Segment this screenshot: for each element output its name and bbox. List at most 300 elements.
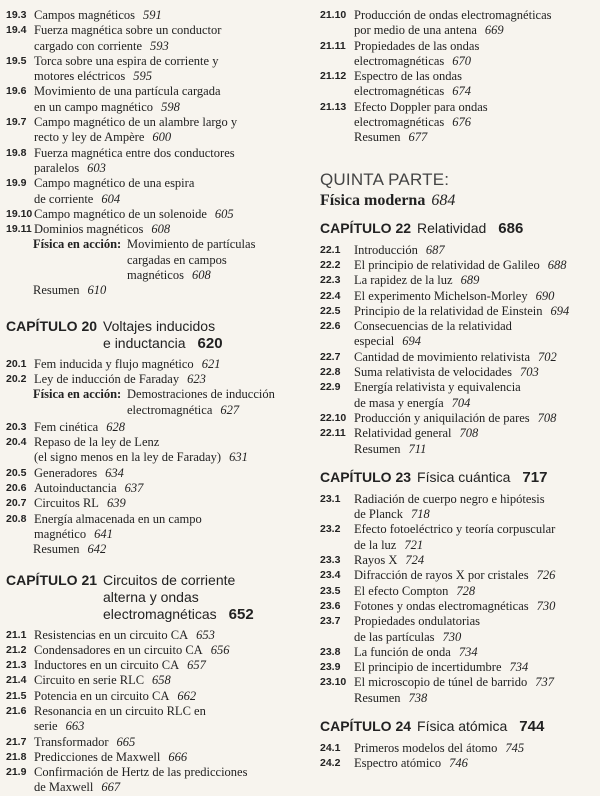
section-title-line: [34, 496, 298, 511]
page-number: 745: [505, 740, 525, 755]
toc-entry[interactable]: [320, 675, 596, 690]
toc-entry[interactable]: [320, 756, 596, 771]
resumen-label: Resumen: [354, 441, 401, 456]
toc-entry[interactable]: [6, 435, 298, 466]
section-title-line: [34, 146, 298, 161]
section-title: [320, 100, 596, 131]
chapter-heading: [6, 572, 298, 623]
section-number: 22.1: [320, 243, 341, 256]
section-title-line: [354, 380, 596, 395]
part-subtitle: [320, 192, 596, 210]
section-title-line: [34, 115, 298, 130]
section-number: 23.8: [320, 645, 341, 658]
section-title-line: [34, 69, 298, 84]
page-number: 687: [425, 242, 445, 257]
section-title: [320, 8, 596, 39]
section-title: [320, 492, 596, 523]
section-title-line: [354, 675, 596, 690]
page-number: 746: [449, 756, 468, 771]
section-title-text: motores eléctricos: [34, 69, 126, 84]
section-title-text: Confirmación de Hertz de las predicciones: [34, 765, 248, 780]
section-title-line: [34, 658, 298, 673]
resumen-label: Resumen: [33, 542, 80, 557]
section-number: 20.5: [6, 466, 27, 479]
section-title-text: de Planck: [354, 507, 403, 522]
section-title: [6, 176, 298, 207]
section-title: [320, 258, 596, 273]
fisica-text: Movimiento de partículas: [127, 237, 256, 252]
toc-entry[interactable]: [6, 357, 298, 372]
section-title-line: [34, 628, 298, 643]
resumen-entry[interactable]: [6, 283, 298, 298]
toc-entry[interactable]: [320, 100, 596, 131]
page-number: 738: [408, 690, 428, 705]
section-title: [6, 643, 298, 658]
section-number: 23.6: [320, 599, 341, 612]
page-number: 702: [538, 349, 557, 364]
section-title: [6, 658, 298, 673]
section-number: 19.10: [6, 207, 33, 220]
section-title-text: La función de onda: [354, 644, 451, 659]
fisica-en-accion[interactable]: [6, 387, 298, 418]
section-number: 20.3: [6, 420, 27, 433]
section-number: 20.2: [6, 372, 27, 385]
fisica-line: [127, 237, 298, 252]
section-number: 23.5: [320, 584, 341, 597]
section-title-line: [34, 100, 298, 115]
section-title: [320, 319, 596, 350]
section-title-line: [34, 357, 298, 372]
section-title-text: Campo magnético de un alambre largo y: [34, 115, 238, 130]
section-title-text: recto y ley de Ampère: [34, 130, 145, 145]
page-number: 600: [152, 130, 172, 145]
page-number: 627: [220, 402, 240, 417]
section-title: [6, 750, 298, 765]
section-number: 19.7: [6, 116, 27, 129]
chapter-page: 652: [228, 605, 254, 623]
chapter-heading: [320, 718, 596, 735]
section-number: 23.4: [320, 569, 341, 582]
chapter-heading: [6, 318, 298, 352]
section-title: [6, 8, 298, 23]
section-title-text: Movimiento de una partícula cargada: [34, 84, 221, 99]
section-title-line: [354, 756, 596, 771]
toc-entry[interactable]: [320, 553, 596, 568]
section-number: 22.9: [320, 381, 341, 394]
page-number: 631: [229, 450, 248, 465]
section-title-line: [34, 450, 298, 465]
toc-entry[interactable]: [320, 8, 596, 39]
fisica-line: [127, 403, 298, 418]
section-title: [6, 54, 298, 85]
section-title-text: Efecto Doppler para ondas: [354, 99, 488, 114]
section-number: 21.5: [6, 689, 27, 702]
section-title: [320, 365, 596, 380]
spacer: [320, 146, 596, 170]
toc-entry[interactable]: [320, 426, 596, 441]
section-title-text: Rayos X: [354, 553, 398, 568]
chapter-label: CAPÍTULO 22: [320, 219, 412, 236]
section-title: [6, 765, 298, 796]
page-number: 608: [191, 268, 211, 283]
section-title: [320, 69, 596, 100]
toc-entry[interactable]: [320, 289, 596, 304]
chapter-title-text: electromagnéticas: [103, 605, 217, 622]
toc-entry[interactable]: [320, 365, 596, 380]
toc-entry[interactable]: [6, 512, 298, 543]
section-title-line: [354, 553, 596, 568]
section-title-text: Propiedades ondulatorias: [354, 614, 481, 629]
fisica-label: Física en acción:: [33, 387, 122, 402]
section-title-text: especial: [354, 334, 395, 349]
page-number: 674: [452, 84, 471, 99]
section-number: 23.10: [320, 676, 347, 689]
chapter-title: [417, 469, 547, 486]
chapter-title-text: e inductancia: [103, 334, 186, 351]
toc-entry[interactable]: [6, 704, 298, 735]
section-title-text: Predicciones de Maxwell: [34, 749, 161, 764]
section-title-text: serie: [34, 719, 58, 734]
section-number: 23.1: [320, 492, 341, 505]
section-title-text: Potencia en un circuito CA: [34, 688, 170, 703]
chapter-title-line: [417, 718, 544, 735]
toc-entry[interactable]: [320, 568, 596, 583]
toc-entry[interactable]: [6, 23, 298, 54]
section-title-text: electromagnéticas: [354, 84, 445, 99]
toc-entry[interactable]: [6, 84, 298, 115]
page-number: 637: [124, 481, 144, 496]
section-title-text: La rapidez de la luz: [354, 273, 453, 288]
section-title-text: Inductores en un circuito CA: [34, 658, 180, 673]
section-title: [320, 675, 596, 690]
section-title-line: [34, 435, 298, 450]
section-number: 23.7: [320, 615, 341, 628]
section-title: [6, 420, 298, 435]
section-title: [6, 628, 298, 643]
page-number: 676: [452, 115, 471, 130]
section-title: [320, 660, 596, 675]
section-title-text: Producción de ondas electromagnéticas: [354, 8, 552, 22]
toc-entry[interactable]: [6, 628, 298, 643]
toc-entry[interactable]: [320, 741, 596, 756]
chapter-title: [103, 318, 223, 352]
section-title-line: [354, 289, 596, 304]
section-title: [320, 304, 596, 319]
page-number: 641: [94, 526, 113, 541]
toc-entry[interactable]: [320, 304, 596, 319]
page-number: 656: [210, 642, 230, 657]
page-number: 688: [547, 257, 567, 272]
page-number: 726: [536, 568, 556, 583]
chapter-title-text: alterna y ondas: [103, 588, 199, 605]
section-title-text: Fuerza magnética sobre un conductor: [34, 23, 222, 38]
chapter-title: [417, 220, 523, 237]
toc-entry[interactable]: [6, 643, 298, 658]
toc-entry[interactable]: [6, 207, 298, 222]
page-number: 595: [133, 69, 153, 84]
section-number: 21.13: [320, 100, 347, 113]
left-column: [6, 8, 298, 796]
page-number: 665: [116, 734, 136, 749]
resumen-entry[interactable]: [320, 691, 596, 706]
section-title-line: [354, 350, 596, 365]
toc-entry[interactable]: [6, 420, 298, 435]
page-number: 663: [65, 719, 85, 734]
section-title-text: Efecto fotoeléctrico y teoría corpuscular: [354, 522, 556, 537]
section-number: 22.8: [320, 366, 341, 379]
section-title: [320, 741, 596, 756]
section-number: 20.4: [6, 436, 27, 449]
fisica-line: [127, 253, 298, 268]
toc-entry[interactable]: [320, 350, 596, 365]
section-number: 21.6: [6, 704, 27, 717]
chapter-label: CAPÍTULO 23: [320, 468, 412, 485]
toc-entry[interactable]: [6, 146, 298, 177]
page-number: 653: [196, 627, 215, 642]
section-number: 21.1: [6, 628, 27, 641]
chapter-label: CAPÍTULO 20: [6, 317, 98, 334]
section-title: [6, 735, 298, 750]
toc-entry[interactable]: [6, 673, 298, 688]
section-title-text: Espectro de las ondas: [354, 69, 462, 84]
section-title-line: [354, 614, 596, 629]
toc-entry[interactable]: [320, 243, 596, 258]
page-number: 605: [214, 206, 234, 221]
page-number: 593: [150, 38, 169, 53]
toc-entry[interactable]: [6, 8, 298, 23]
section-title-line: [34, 39, 298, 54]
section-title-line: [34, 512, 298, 527]
section-title: [320, 553, 596, 568]
chapter-title-line: [417, 469, 547, 486]
toc-entry[interactable]: [320, 599, 596, 614]
toc-entry[interactable]: [320, 614, 596, 645]
toc-entry[interactable]: [320, 411, 596, 426]
resumen-entry[interactable]: [320, 130, 596, 145]
section-number: 21.3: [6, 659, 27, 672]
section-title-text: El principio de relatividad de Galileo: [354, 257, 540, 272]
page-number: 657: [187, 658, 206, 673]
spacer: [320, 706, 596, 718]
section-title: [6, 466, 298, 481]
section-title-line: [354, 100, 596, 115]
page-number: 694: [402, 334, 422, 349]
fisica-label: Física en acción:: [33, 237, 122, 252]
section-title: [6, 115, 298, 146]
toc-entry[interactable]: [6, 496, 298, 511]
section-title-text: Relatividad general: [354, 426, 452, 441]
section-title-text: Primeros modelos del átomo: [354, 740, 498, 755]
section-number: 19.4: [6, 24, 27, 37]
page-number: 677: [408, 130, 428, 145]
section-number: 21.7: [6, 735, 27, 748]
section-title-line: [354, 584, 596, 599]
section-number: 21.10: [320, 9, 347, 21]
section-title: [6, 481, 298, 496]
section-title-line: [354, 8, 596, 23]
spacer: [6, 299, 298, 318]
section-title: [320, 522, 596, 553]
chapter-title-line: [103, 572, 254, 589]
toc-entry[interactable]: [320, 319, 596, 350]
section-title-text: Condensadores en un circuito CA: [34, 642, 203, 657]
page-number: 666: [168, 749, 188, 764]
section-number: 24.1: [320, 741, 341, 754]
toc-entry[interactable]: [6, 658, 298, 673]
section-title-line: [354, 258, 596, 273]
toc-entry[interactable]: [320, 522, 596, 553]
section-title-line: [354, 115, 596, 130]
section-title-line: [354, 411, 596, 426]
toc-entry[interactable]: [320, 645, 596, 660]
section-number: 22.10: [320, 411, 347, 424]
section-title-line: [34, 643, 298, 658]
section-number: 19.8: [6, 146, 27, 159]
toc-entry[interactable]: [6, 466, 298, 481]
section-title-line: [354, 741, 596, 756]
page-number: 708: [537, 410, 557, 425]
section-title-line: [34, 750, 298, 765]
chapter-heading: [320, 220, 596, 237]
page-number: 734: [458, 644, 478, 659]
chapter-title-line: [417, 220, 523, 237]
toc-entry[interactable]: [6, 735, 298, 750]
section-title-line: [354, 426, 596, 441]
section-title-text: El microscopio de túnel de barrido: [354, 675, 528, 690]
toc-entry[interactable]: [320, 380, 596, 411]
section-title: [320, 599, 596, 614]
section-number: 21.12: [320, 70, 347, 83]
section-number: 19.6: [6, 85, 27, 98]
fisica-line: [127, 268, 298, 283]
page-number: 730: [536, 598, 556, 613]
section-title-text: Campo magnético de un solenoide: [34, 206, 207, 221]
section-title: [320, 645, 596, 660]
page-number: 621: [201, 356, 221, 371]
section-number: 22.7: [320, 350, 341, 363]
section-title-text: Generadores: [34, 465, 98, 480]
section-title-text: Producción y aniquilación de pares: [354, 410, 530, 425]
chapter-title-text: Física cuántica: [417, 468, 511, 485]
section-title-text: electromagnéticas: [354, 53, 445, 68]
toc-entry[interactable]: [6, 176, 298, 207]
fisica-en-accion[interactable]: [6, 237, 298, 283]
section-title-line: [34, 8, 298, 23]
toc-entry[interactable]: [320, 273, 596, 288]
section-number: 22.11: [320, 427, 346, 440]
section-title-text: El efecto Compton: [354, 583, 449, 598]
section-title-text: Repaso de la ley de Lenz: [34, 435, 160, 450]
section-title: [6, 146, 298, 177]
spacer: [6, 558, 298, 572]
section-title-line: [354, 630, 596, 645]
resumen-entry[interactable]: [320, 442, 596, 457]
section-title: [6, 435, 298, 466]
section-title-line: [354, 319, 596, 334]
section-number: 21.11: [320, 39, 346, 52]
section-title-text: El experimento Michelson-Morley: [354, 288, 528, 303]
toc-entry[interactable]: [6, 689, 298, 704]
section-number: 21.4: [6, 674, 27, 687]
section-title: [320, 39, 596, 70]
section-title: [6, 673, 298, 688]
chapter-title-text: Relatividad: [417, 219, 487, 236]
section-title: [320, 426, 596, 441]
toc-entry[interactable]: [320, 492, 596, 523]
section-title-text: El principio de incertidumbre: [354, 660, 502, 675]
toc-entry[interactable]: [320, 584, 596, 599]
section-number: 19.3: [6, 9, 27, 21]
section-title-text: Circuitos RL: [34, 496, 99, 511]
toc-entry[interactable]: [6, 222, 298, 237]
section-number: 23.3: [320, 554, 341, 567]
page-number: 724: [405, 553, 425, 568]
toc-entry[interactable]: [6, 765, 298, 796]
section-title-text: Dominios magnéticos: [34, 222, 144, 237]
section-title-line: [354, 23, 596, 38]
section-title-text: Autoinductancia: [34, 481, 117, 496]
section-title: [320, 756, 596, 771]
chapter-title-text: Voltajes inducidos: [103, 317, 216, 334]
section-title-line: [34, 161, 298, 176]
section-number: 22.2: [320, 258, 341, 271]
toc-entry[interactable]: [320, 258, 596, 273]
section-title-text: Suma relativista de velocidades: [354, 365, 512, 380]
section-title-text: Cantidad de movimiento relativista: [354, 349, 531, 364]
toc-entry[interactable]: [6, 115, 298, 146]
toc-entry[interactable]: [6, 372, 298, 387]
section-title-text: Fem inducida y flujo magnético: [34, 356, 194, 371]
toc-entry[interactable]: [320, 39, 596, 70]
section-number: 23.9: [320, 661, 341, 674]
section-title-line: [34, 689, 298, 704]
page-number: 737: [535, 675, 554, 690]
toc-entry[interactable]: [320, 69, 596, 100]
chapter-page: 717: [522, 468, 548, 486]
resumen-label: Resumen: [354, 690, 401, 705]
page-number: 623: [187, 371, 206, 386]
page-number: 634: [105, 465, 124, 480]
spacer: [320, 210, 596, 220]
chapter-title: [103, 572, 254, 623]
page-number: 604: [101, 191, 121, 206]
section-number: 19.9: [6, 177, 27, 190]
section-title-text: cargado con corriente: [34, 38, 143, 53]
section-title: [320, 380, 596, 411]
section-title-line: [354, 538, 596, 553]
section-title-text: Consecuencias de la relatividad: [354, 319, 512, 334]
page-number: 734: [509, 660, 529, 675]
toc-entry[interactable]: [6, 750, 298, 765]
page-number: 669: [484, 23, 504, 38]
page-number: 728: [456, 583, 476, 598]
chapter-label: CAPÍTULO 24: [320, 717, 412, 734]
fisica-text: magnéticos: [127, 268, 184, 283]
section-title-text: Campos magnéticos: [34, 8, 136, 22]
resumen-entry[interactable]: [6, 542, 298, 557]
toc-entry[interactable]: [6, 481, 298, 496]
section-title-text: Energía almacenada en un campo: [34, 511, 202, 526]
section-title-line: [354, 69, 596, 84]
toc-entry[interactable]: [320, 660, 596, 675]
chapter-title-line: [103, 589, 254, 606]
section-number: 19.5: [6, 54, 27, 67]
section-title-text: Campo magnético de una espira: [34, 176, 195, 191]
section-title-line: [354, 492, 596, 507]
fisica-text: electromagnética: [127, 402, 213, 417]
toc-entry[interactable]: [6, 54, 298, 85]
page-number: 591: [143, 8, 162, 22]
